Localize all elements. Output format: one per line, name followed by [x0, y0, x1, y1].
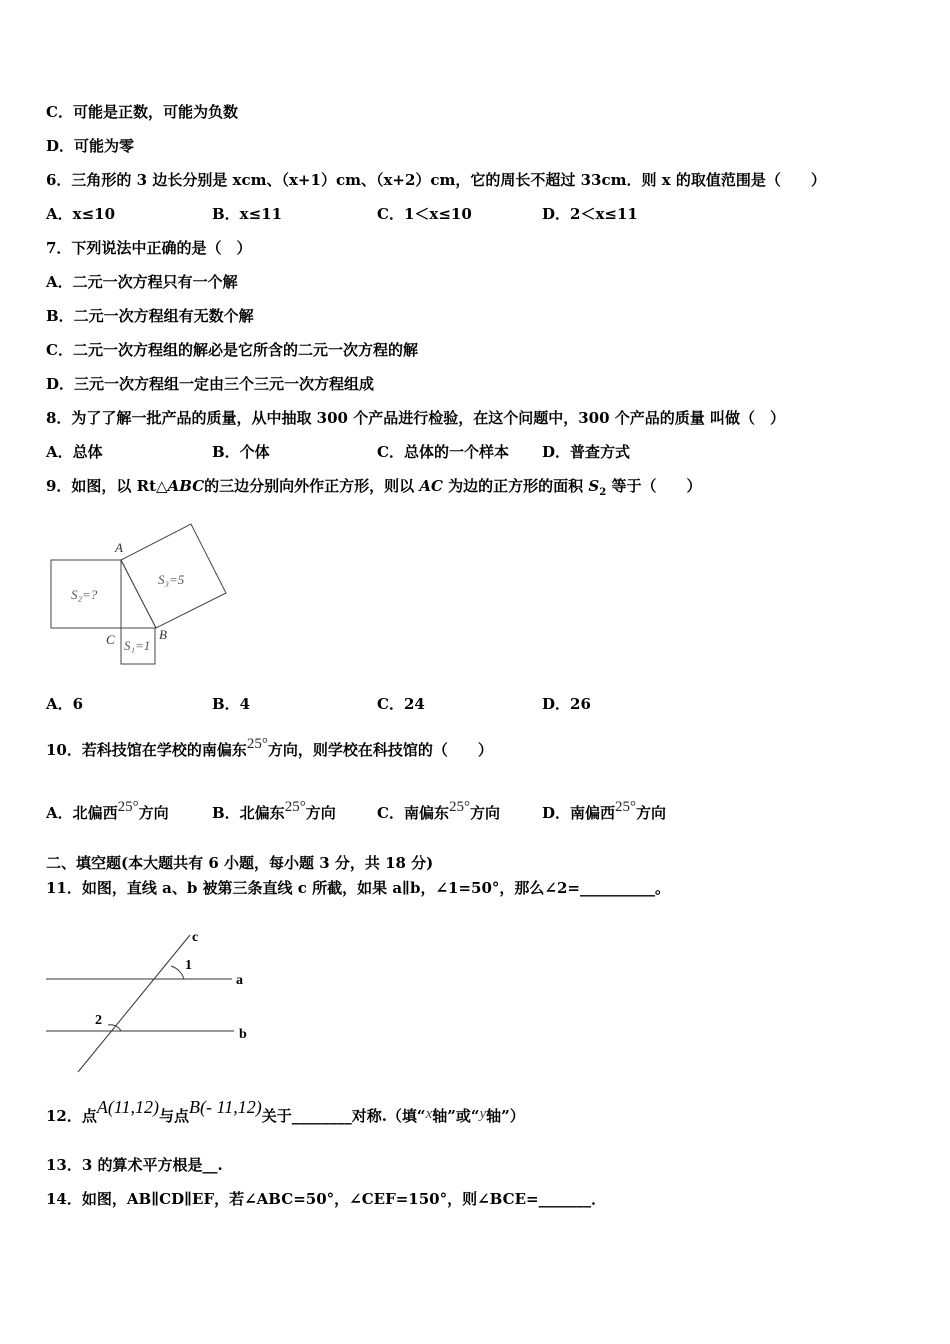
q8-option-a: A．总体 [46, 443, 103, 461]
q8-option-d: D．普查方式 [542, 443, 631, 461]
q7-option-d: D．三元一次方程组一定由三个三元一次方程组成 [46, 375, 375, 393]
q6-option-d: D．2＜x≤11 [542, 205, 638, 223]
q9-option-b: B．4 [212, 695, 251, 713]
angle-1-arc [171, 966, 184, 979]
q9-option-c: C．24 [377, 695, 425, 713]
q12-stem: 12．点A(11,12)与点B(- 11,12)关于________对称.（填“x轴”或“y轴”） [46, 1097, 525, 1125]
q5-option-c: C．可能是正数，可能为负数 [46, 103, 238, 121]
q9-stem: 9．如图，以 Rt△ABC的三边分别向外作正方形，则以 AC 为边的正方形的面积 $S_2$ 等于（ ） [46, 477, 702, 498]
label-angle-2: 2 [95, 1013, 102, 1028]
label-c: C [106, 632, 115, 647]
label-s1: S₁=1 [124, 638, 151, 653]
label-b-line: b [239, 1027, 247, 1042]
q8-option-b: B．个体 [212, 443, 270, 461]
q6-stem: 6．三角形的 3 边长分别是 xcm、（x+1）cm、（x+2）cm，它的周长不超过 33cm．则 x 的取值范围是（ ） [46, 171, 826, 189]
label-s3: S₃=5 [158, 572, 185, 587]
label-a: A [115, 540, 123, 555]
q10-option-d: D．南偏西25°方向 [542, 799, 667, 822]
q14-stem: 14．如图，AB∥CD∥EF，若∠ABC=50°，∠CEF=150°，则∠BCE=_______． [46, 1190, 607, 1208]
angle-25: 25° [246, 736, 268, 752]
q10-option-c: C．南偏东25°方向 [377, 799, 500, 822]
label-c-line: c [192, 930, 199, 945]
triangle-hypotenuse [121, 560, 156, 628]
label-b: B [159, 627, 167, 642]
point-b: B(- 11,12) [189, 1097, 262, 1117]
q10-stem: 10．若科技馆在学校的南偏东25°方向，则学校在科技馆的（ ） [46, 736, 493, 759]
q10-option-a: A．北偏西25°方向 [46, 799, 169, 822]
point-a: A(11,12) [96, 1097, 160, 1117]
q11-stem: 11．如图，直线 a、b 被第三条直线 c 所截，如果 a∥b，∠1=50°，那么∠2=__________。 [46, 879, 670, 897]
q10-option-b: B．北偏东25°方向 [212, 799, 336, 822]
q13-stem: 13．3 的算术平方根是__. [46, 1156, 223, 1174]
label-s2: S₂=? [71, 587, 98, 602]
q8-option-c: C．总体的一个样本 [377, 443, 509, 461]
line-c [78, 935, 190, 1072]
q11-figure [40, 925, 270, 1080]
q9-option-a: A．6 [46, 695, 84, 713]
q7-option-b: B．二元一次方程组有无数个解 [46, 307, 254, 325]
q7-option-c: C．二元一次方程组的解必是它所含的二元一次方程的解 [46, 341, 418, 359]
label-a-line: a [236, 973, 243, 988]
q9-option-d: D．26 [542, 695, 591, 713]
label-angle-1: 1 [185, 958, 192, 973]
q7-stem: 7．下列说法中正确的是（ ） [46, 239, 252, 257]
q6-option-c: C．1＜x≤10 [377, 205, 472, 223]
q7-option-a: A．二元一次方程只有一个解 [46, 273, 238, 291]
q6-option-b: B．x≤11 [212, 205, 283, 223]
section-2-heading: 二、填空题(本大题共有 6 小题，每小题 3 分，共 18 分) [46, 854, 434, 872]
q6-option-a: A．x≤10 [46, 205, 116, 223]
q5-option-d: D．可能为零 [46, 137, 135, 155]
q8-stem: 8．为了了解一批产品的质量，从中抽取 300 个产品进行检验，在这个问题中，300 个产品的质量 叫做（ ） [46, 409, 785, 427]
q9-figure [40, 515, 240, 670]
